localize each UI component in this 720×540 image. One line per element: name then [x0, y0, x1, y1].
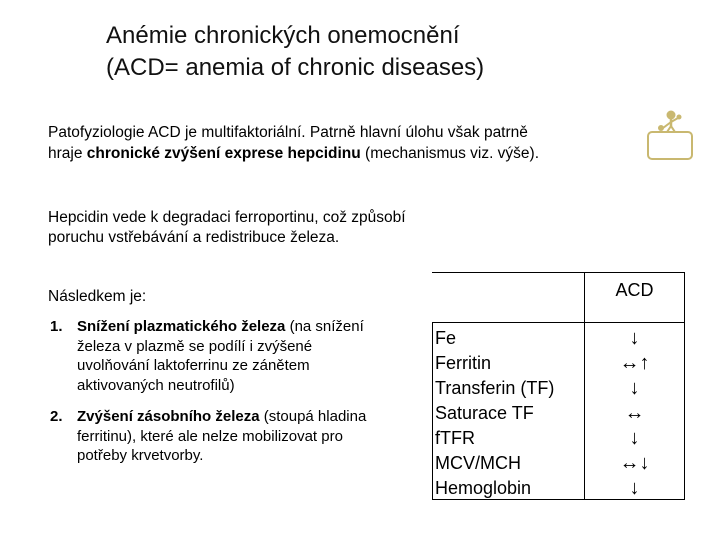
list-item-bold: Zvýšení zásobního železa — [77, 408, 260, 425]
table-arrow-column — [584, 326, 685, 501]
table-row-arrow: ↓ — [629, 477, 640, 499]
list-item — [48, 407, 388, 466]
table-row-arrow: ↔↑ — [619, 352, 650, 374]
table-row-label: Ferritin — [435, 353, 492, 373]
intro-line-2 — [48, 143, 648, 164]
table-row-label: fTFR — [435, 428, 475, 448]
table-row-label: MCV/MCH — [435, 453, 521, 473]
title-line-1: Anémie chronických onemocnění — [106, 22, 460, 49]
table-row-label: Transferin (TF) — [435, 378, 555, 398]
consequence-label: Následkem je: — [48, 288, 147, 305]
list-item-text: (na snížení železa v plazmě se podílí i zvýšené uvolňování laktoferrinu ze zánětem aktivovaných neutrofilů) — [77, 318, 364, 394]
table-divider — [432, 322, 685, 323]
intro-line-1: Patofyziologie ACD je multifaktoriální. Patrně hlavní úlohu však patrně — [48, 124, 528, 141]
table-row-arrow: ↓ — [629, 377, 640, 399]
intro-paragraph — [48, 122, 648, 164]
list-item-number: 1. — [50, 318, 63, 335]
table-row-label: Fe — [435, 328, 457, 348]
table-row-label: Saturace TF — [435, 403, 534, 423]
slide-title — [106, 20, 484, 84]
table-row-arrow: ↔ — [624, 402, 645, 424]
title-line-2: (ACD= anemia of chronic diseases) — [106, 54, 485, 81]
list-item-number: 2. — [50, 408, 63, 425]
table-row-label: Hemoglobin — [435, 478, 532, 498]
intro-line-2-post: (mechanismus viz. výše). — [360, 145, 540, 162]
figure-with-frame-icon — [645, 106, 695, 162]
list-item-bold: Snížení plazmatického železa — [77, 318, 286, 335]
list-item-text: (stoupá hladina ferritinu), které ale nelze mobilizovat pro potřeby krvetvorby. — [77, 408, 367, 464]
list-item — [48, 317, 388, 395]
hepcidin-paragraph: Hepcidin vede k degradaci ferroportinu, což způsobí poruchu vstřebávání a redistribuce železa. — [48, 209, 406, 246]
table-header-acd: ACD — [615, 280, 654, 300]
table-row-arrow: ↔↓ — [619, 452, 650, 474]
table-divider — [432, 322, 433, 500]
table-label-column — [435, 326, 554, 501]
acd-table — [432, 272, 685, 500]
intro-line-2-bold: chronické zvýšení exprese hepcidinu — [86, 145, 361, 162]
table-row-arrow: ↓ — [629, 427, 640, 449]
consequence-list — [48, 317, 388, 478]
table-row-arrow: ↓ — [629, 327, 640, 349]
intro-line-2-pre: hraje — [48, 145, 87, 162]
